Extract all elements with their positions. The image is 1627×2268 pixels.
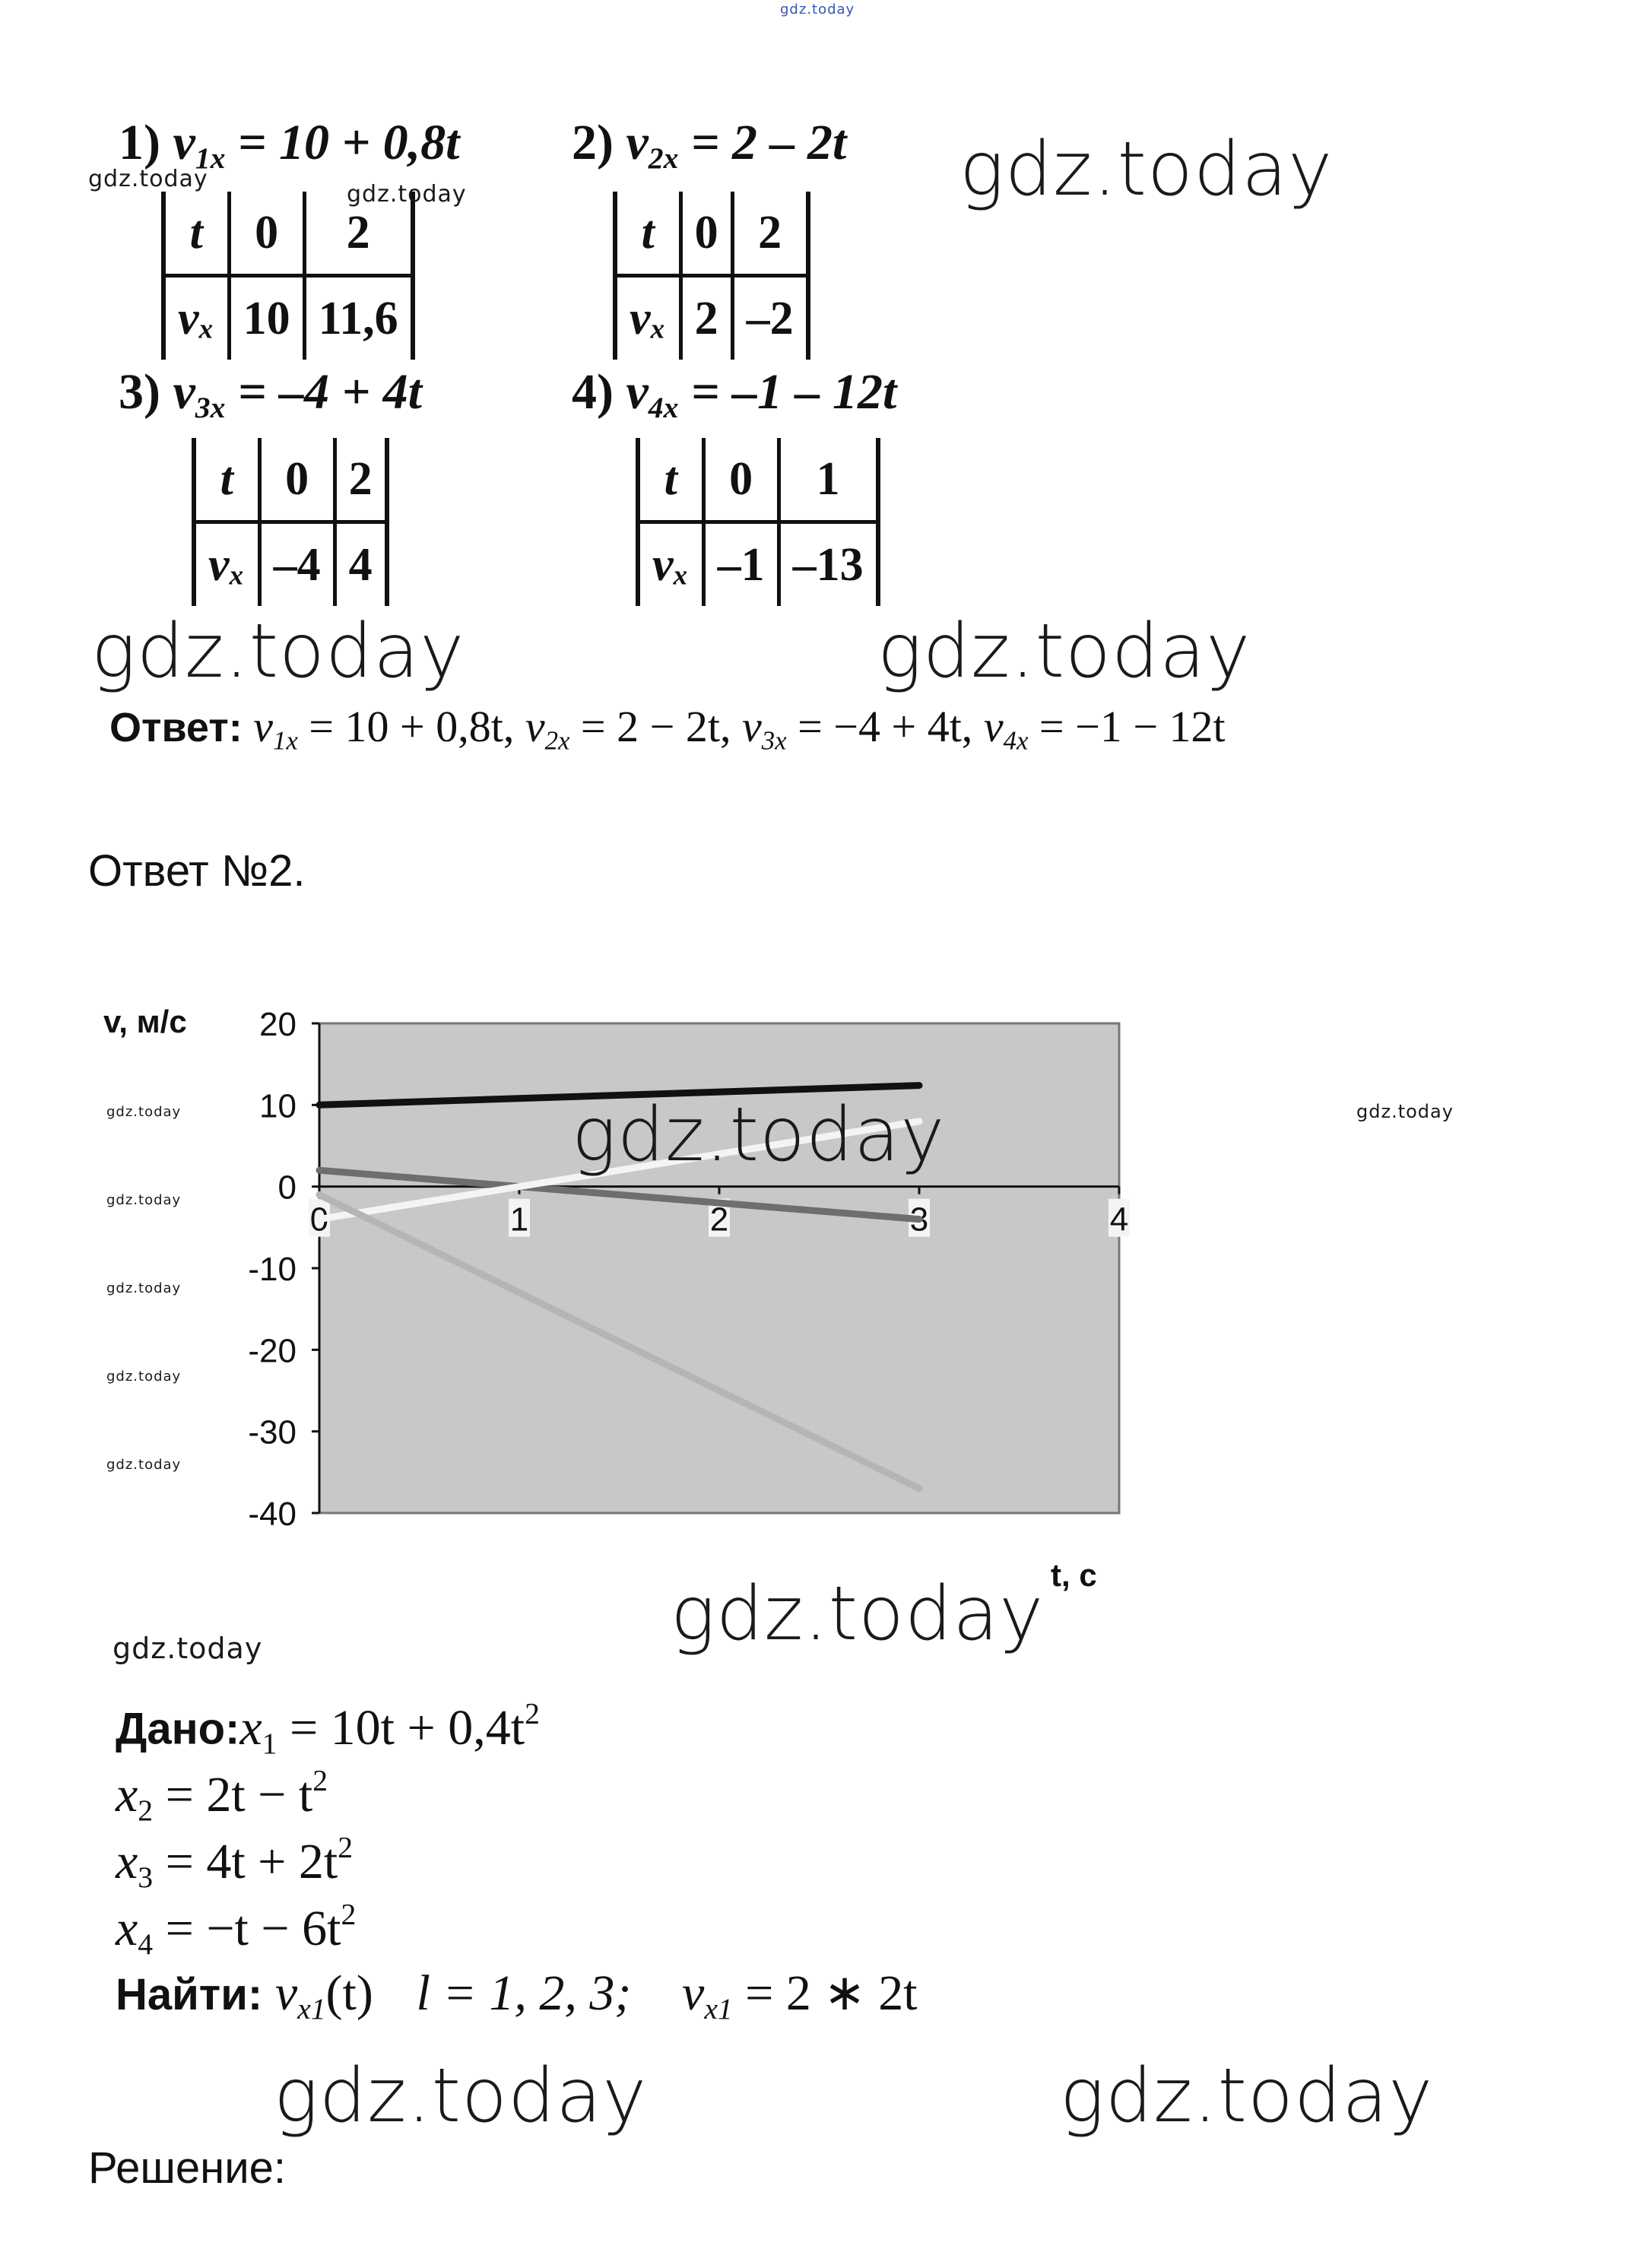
given-line-1: $Дано:x_1 = 10t + 0,4t^2$ [116, 1696, 540, 1760]
watermark: gdz.today [1060, 2053, 1434, 2140]
answer-label: Ответ: [109, 705, 243, 750]
equation-1: 1) $v_{1x} = 10 + 0,8t$ [119, 115, 460, 175]
equation-2: 2) $v_{2x} = 2 - 2t$ [572, 115, 847, 175]
watermark: gdz.today [106, 1369, 182, 1385]
equation-4: 4) $v_{4x} = -1 - 12t$ [572, 364, 897, 424]
velocity-chart [91, 981, 1156, 1604]
x-tick-label: 2 [709, 1201, 729, 1239]
y-axis-label: v, м/с [103, 1004, 187, 1039]
value-table-2: t 0 2 vₓ 2 –2 [613, 192, 810, 360]
watermark-top: gdz.today [780, 2, 855, 17]
y-tick-label: 20 [259, 1006, 297, 1043]
x-tick-label: 3 [909, 1201, 929, 1239]
watermark: gdz.today [106, 1192, 182, 1208]
watermark: gdz.today [1356, 1101, 1454, 1122]
answer-2-heading: Ответ №2. [88, 846, 306, 896]
x-tick-label: 4 [1109, 1201, 1129, 1239]
watermark: gdz.today [877, 608, 1251, 695]
watermark: gdz.today [106, 1104, 182, 1120]
solution-heading: Решение: [88, 2143, 286, 2193]
watermark: gdz.today [106, 1280, 182, 1296]
watermark: gdz.today [572, 1092, 946, 1178]
watermark: gdz.today [274, 2053, 648, 2140]
given-line-3: $x_3 = 4t + 2t^2$ [116, 1830, 354, 1894]
value-table-1: t 0 2 vₓ 10 11,6 [161, 192, 415, 360]
given-line-2: $x_2 = 2t - t^2$ [116, 1763, 328, 1827]
x-tick-label: 0 [309, 1201, 329, 1239]
watermark: gdz.today [671, 1571, 1045, 1657]
watermark: gdz.today [88, 166, 208, 192]
y-tick-label: -40 [248, 1496, 297, 1533]
value-table-3: t 0 2 vₓ –4 4 [192, 438, 389, 606]
find-line: Найти: $v_{x1}(t) l = 1$, 2, 3; $v_{x1} = 2$ ∗ 2t [116, 1965, 918, 2025]
answer-line: Ответ: $v_{1x} = 10 + 0,8t$, $v_{2x} = 2 - 2t$, $v_{3x} = -4 + 4t$, $v_{4x} = -1 - 12t$ [109, 702, 1226, 756]
y-tick-label: -30 [248, 1413, 297, 1451]
y-tick-label: -20 [248, 1332, 297, 1370]
equation-3: 3) $v_{3x} = -4 + 4t$ [119, 364, 422, 424]
watermark: gdz.today [113, 1632, 263, 1665]
watermark: gdz.today [347, 181, 467, 208]
x-tick-label: 1 [509, 1201, 529, 1239]
watermark: gdz.today [106, 1457, 182, 1473]
y-tick-label: -10 [248, 1251, 297, 1288]
watermark: gdz.today [91, 608, 465, 695]
given-line-4: $x_4 = -t - 6t^2$ [116, 1897, 357, 1961]
value-table-4: t 0 1 vₓ –1 –13 [636, 438, 880, 606]
y-tick-label: 10 [259, 1087, 297, 1125]
x-axis-label: t, с [1051, 1557, 1097, 1593]
y-tick-label: 0 [278, 1169, 297, 1207]
watermark: gdz.today [959, 126, 1334, 213]
